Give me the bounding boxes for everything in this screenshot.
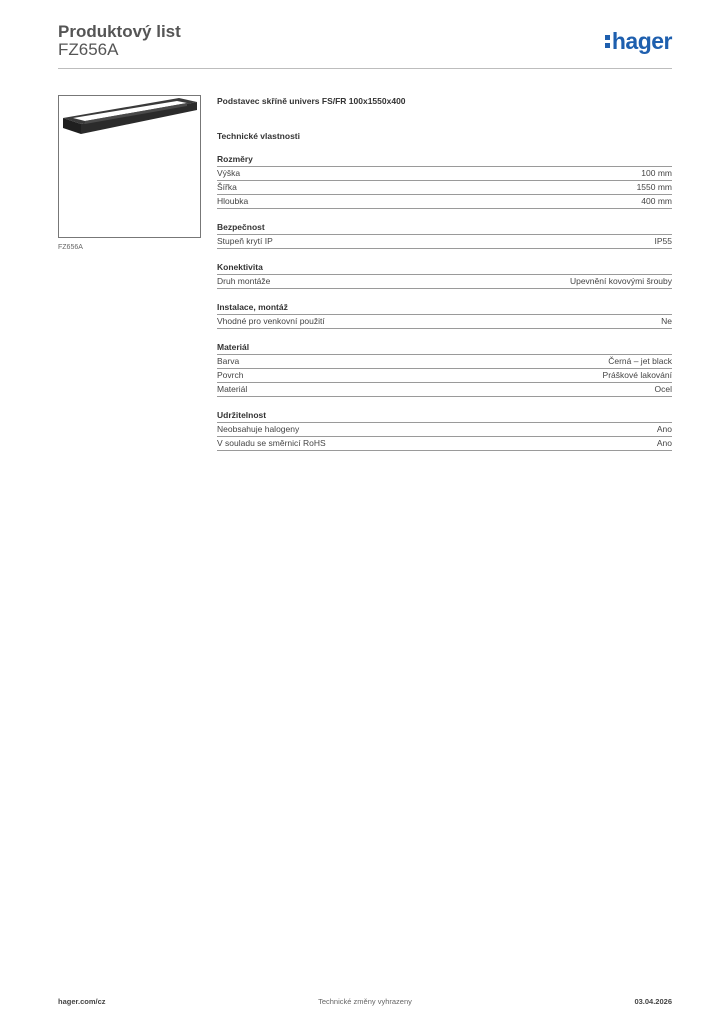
- product-name: Podstavec skříně univers FS/FR 100x1550x400: [217, 96, 406, 106]
- spec-label: Stupeň krytí IP: [217, 236, 273, 246]
- technical-properties-heading: Technické vlastnosti: [217, 131, 300, 141]
- section-installation: [217, 301, 672, 329]
- spec-label: Šířka: [217, 182, 237, 192]
- spec-value: Ne: [661, 316, 672, 326]
- spec-row: [217, 275, 672, 289]
- spec-label: Povrch: [217, 370, 244, 380]
- section-title: Konektivita: [217, 261, 672, 275]
- spec-value: Ano: [656, 438, 672, 448]
- spec-row: [217, 383, 672, 397]
- hager-logo: [605, 28, 672, 55]
- spec-label: Barva: [217, 356, 240, 366]
- section-dimensions: [217, 153, 672, 209]
- spec-label: Hloubka: [217, 196, 249, 206]
- footer-note: Technické změny vyhrazeny: [318, 997, 412, 1006]
- section-material: [217, 341, 672, 397]
- spec-label: V souladu se směrnicí RoHS: [217, 438, 326, 448]
- footer-website-link[interactable]: hager.com/cz: [58, 997, 106, 1006]
- spec-value: Ano: [656, 424, 672, 434]
- spec-value: 400 mm: [641, 196, 672, 206]
- spec-label: Materiál: [217, 384, 248, 394]
- section-sustainability: [217, 409, 672, 451]
- spec-label: Vhodné pro venkovní použití: [217, 316, 325, 326]
- spec-value: Upevnění kovovými šrouby: [569, 276, 672, 286]
- logo-dots-icon: [605, 32, 610, 51]
- spec-value: 100 mm: [641, 168, 672, 178]
- spec-row: [217, 423, 672, 437]
- spec-value: IP55: [654, 236, 672, 246]
- spec-row: [217, 235, 672, 249]
- product-frame-image: [59, 96, 200, 237]
- section-safety: [217, 221, 672, 249]
- page-header: [58, 20, 672, 68]
- spec-label: Neobsahuje halogeny: [217, 424, 300, 434]
- header-divider: [58, 68, 672, 69]
- spec-label: Výška: [217, 168, 241, 178]
- spec-row: [217, 437, 672, 451]
- section-title: Materiál: [217, 341, 672, 355]
- spec-value: Ocel: [654, 384, 672, 394]
- document-title: Produktový list: [58, 22, 181, 41]
- spec-row: [217, 355, 672, 369]
- spec-label: Druh montáže: [217, 276, 271, 286]
- product-code: FZ656A: [58, 40, 119, 59]
- section-title: Instalace, montáž: [217, 301, 672, 315]
- spec-row: [217, 181, 672, 195]
- spec-row: [217, 195, 672, 209]
- image-caption: FZ656A: [58, 244, 83, 251]
- product-image: [58, 95, 201, 238]
- spec-row: [217, 315, 672, 329]
- product-details: [217, 95, 672, 451]
- section-connectivity: [217, 261, 672, 289]
- section-title: Udržitelnost: [217, 409, 672, 423]
- spec-value: Černá – jet black: [608, 356, 672, 366]
- spec-value: Práškové lakování: [602, 370, 672, 380]
- spec-row: [217, 167, 672, 181]
- footer-date: 03.04.2026: [634, 997, 672, 1006]
- logo-text: hager: [611, 28, 672, 54]
- section-title: Rozměry: [217, 153, 672, 167]
- spec-row: [217, 369, 672, 383]
- spec-value: 1550 mm: [636, 182, 672, 192]
- section-title: Bezpečnost: [217, 221, 672, 235]
